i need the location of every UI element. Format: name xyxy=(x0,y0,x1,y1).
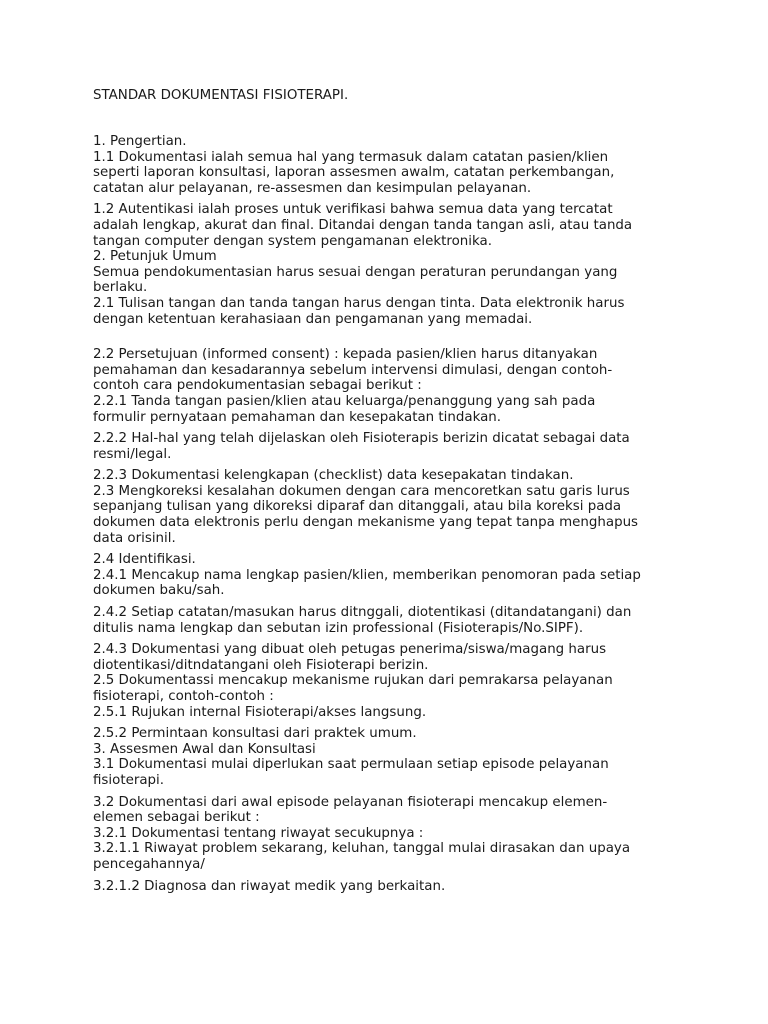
text-line: data orisinil. xyxy=(93,530,176,546)
paragraph xyxy=(93,134,733,196)
text-line: 2.4 Identifikasi. xyxy=(93,552,196,568)
text-line: 2.4.3 Dokumentasi yang dibuat oleh petugas penerima/siswa/magang harus xyxy=(93,642,607,658)
text-line: pemahaman dan kesadarannya sebelum intervensi dimulasi, dengan contoh- xyxy=(93,362,613,378)
text-line: 2.2.1 Tanda tangan pasien/klien atau keluarga/penanggung yang sah pada xyxy=(93,393,596,409)
text-line: 1.1 Dokumentasi ialah semua hal yang termasuk dalam catatan pasien/klien xyxy=(93,149,609,165)
paragraph xyxy=(93,605,733,636)
text-line: 2.5.2 Permintaan konsultasi dari praktek umum. xyxy=(93,726,417,742)
text-line: 2.2.2 Hal-hal yang telah dijelaskan oleh Fisioterapis berizin dicatat sebagai data xyxy=(93,431,630,447)
paragraph xyxy=(93,468,733,546)
text-line: contoh cara pendokumentasian sebagai berikut : xyxy=(93,378,422,394)
paragraph xyxy=(93,879,733,895)
text-line: resmi/legal. xyxy=(93,446,172,462)
text-line: dokumen data elektronis perlu dengan mekanisme yang tepat tanpa menghapus xyxy=(93,515,639,531)
text-line: 2.4.1 Mencakup nama lengkap pasien/klien, memberikan penomoran pada setiap xyxy=(93,567,641,583)
paragraph xyxy=(93,642,733,720)
text-line: 2.5.1 Rujukan internal Fisioterapi/akses langsung. xyxy=(93,704,427,720)
text-line: 3.1 Dokumentasi mulai diperlukan saat permulaan setiap episode pelayanan xyxy=(93,757,609,773)
text-line: seperti laporan konsultasi, laporan assesmen awalm, catatan perkembangan, xyxy=(93,165,615,181)
text-line: formulir pernyataan pemahaman dan kesepakatan tindakan. xyxy=(93,409,502,425)
paragraph-spacer xyxy=(93,327,733,347)
text-line: fisioterapi. xyxy=(93,772,165,788)
text-line: 2.1 Tulisan tangan dan tanda tangan harus dengan tinta. Data elektronik harus xyxy=(93,295,625,311)
paragraph xyxy=(93,726,733,788)
document-body xyxy=(93,134,733,894)
paragraph xyxy=(93,552,733,599)
text-line: fisioterapi, contoh-contoh : xyxy=(93,689,274,704)
paragraph xyxy=(93,795,733,873)
text-line: 2. Petunjuk Umum xyxy=(93,249,217,265)
text-line: 1. Pengertian. xyxy=(93,134,187,149)
text-line: 2.2.3 Dokumentasi kelengkapan (checklist) data kesepakatan tindakan. xyxy=(93,468,574,484)
document-title: STANDAR DOKUMENTASI FISIOTERAPI. xyxy=(93,88,349,103)
text-line: 3.2.1 Dokumentasi tentang riwayat secukupnya : xyxy=(93,825,424,841)
text-line: tangan computer dengan system pengamanan elektronika. xyxy=(93,233,492,249)
paragraph xyxy=(93,202,733,327)
text-line: elemen sebagai berikut : xyxy=(93,810,260,826)
text-line: ditulis nama lengkap dan sebutan izin professional (Fisioterapis/No.SIPF). xyxy=(93,620,584,636)
text-line: 2.3 Mengkoreksi kesalahan dokumen dengan cara mencoretkan satu garis lurus xyxy=(93,483,630,499)
text-line: 3.2.1.2 Diagnosa dan riwayat medik yang berkaitan. xyxy=(93,878,446,894)
text-line: 3.2 Dokumentasi dari awal episode pelayanan fisioterapi mencakup elemen- xyxy=(93,794,608,810)
text-line: 2.5 Dokumentassi mencakup mekanisme rujukan dari pemrakarsa pelayanan xyxy=(93,673,613,689)
text-line: 2.4.2 Setiap catatan/masukan harus ditnggali, diotentikasi (ditandatangani) dan xyxy=(93,605,632,621)
text-line: adalah lengkap, akurat dan final. Ditandai dengan tanda tangan asli, atau tanda xyxy=(93,217,633,233)
text-line: 3. Assesmen Awal dan Konsultasi xyxy=(93,741,316,757)
text-line: 2.2 Persetujuan (informed consent) : kepada pasien/klien harus ditanyakan xyxy=(93,347,598,363)
text-line: catatan alur pelayanan, re-assesmen dan kesimpulan pelayanan. xyxy=(93,180,532,196)
text-line: diotentikasi/ditndatangani oleh Fisioterapi berizin. xyxy=(93,657,429,673)
text-line: pencegahannya/ xyxy=(93,856,205,872)
text-line: 1.2 Autentikasi ialah proses untuk verifikasi bahwa semua data yang tercatat xyxy=(93,202,613,218)
text-line: dengan ketentuan kerahasiaan dan pengamanan yang memadai. xyxy=(93,311,533,327)
text-line: Semua pendokumentasian harus sesuai dengan peraturan perundangan yang xyxy=(93,264,618,280)
text-line: berlaku. xyxy=(93,280,148,296)
paragraph xyxy=(93,431,733,462)
paragraph xyxy=(93,347,733,425)
text-line: sepanjang tulisan yang dikoreksi diparaf dan ditanggali, atau bila koreksi pada xyxy=(93,499,622,515)
text-line: 3.2.1.1 Riwayat problem sekarang, keluhan, tanggal mulai dirasakan dan upaya xyxy=(93,841,631,857)
text-line: dokumen baku/sah. xyxy=(93,583,225,599)
